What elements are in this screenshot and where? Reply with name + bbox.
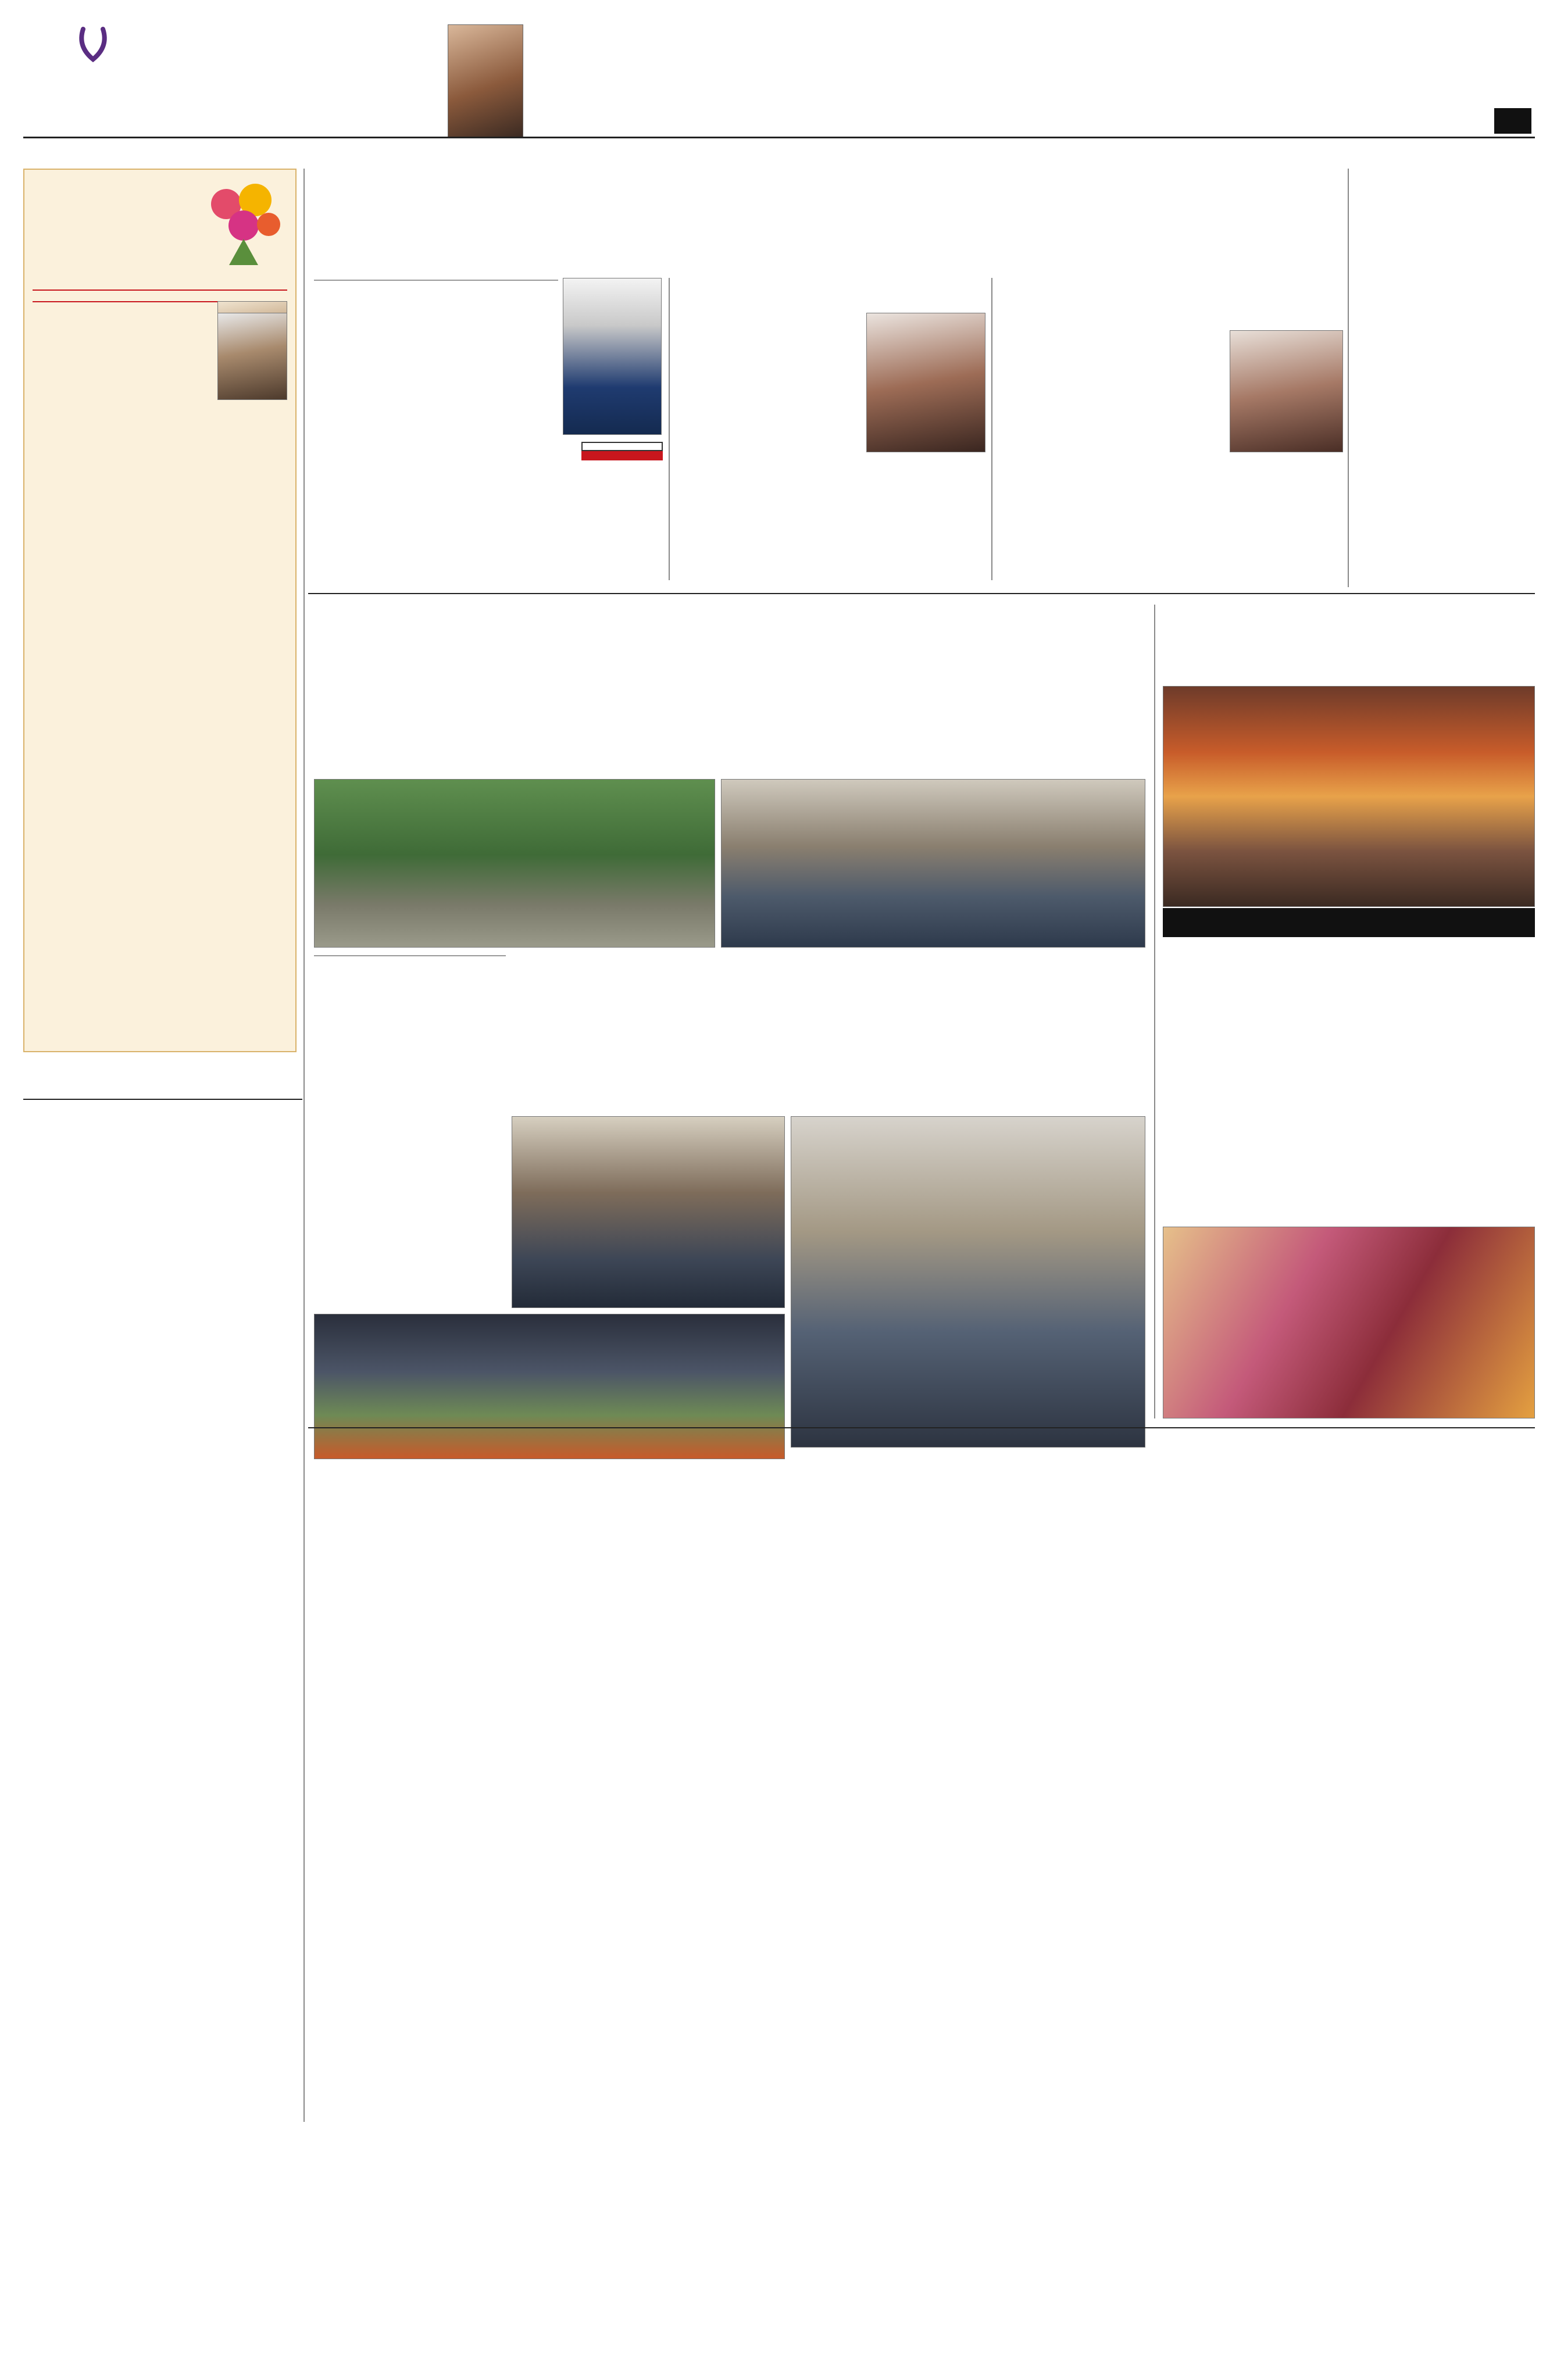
left-mid-rule (23, 1099, 302, 1100)
chandrayaan-photo-vu (314, 1314, 785, 1459)
actress-photo (448, 24, 523, 138)
doctor-box-1 (674, 278, 988, 586)
interview-badge (581, 442, 663, 517)
lead-bottom-rule (308, 593, 1535, 594)
doctor-box-2-body (997, 322, 1224, 584)
chandrayaan-photo-medical (512, 1116, 785, 1308)
brand-title (866, 12, 1552, 110)
kinnar-body (1163, 1424, 1535, 1651)
right-col-rule-mid (1154, 605, 1155, 1418)
doctor-box-1-body (674, 305, 860, 584)
lower-band-rule (308, 1427, 1535, 1428)
chandrayaan-photo-hall-1 (721, 779, 1145, 948)
chandrayaan-body (314, 994, 715, 1110)
chandrayaan-caption-1 (721, 953, 1145, 1110)
doctor-box-2 (997, 278, 1346, 586)
kinnar-photo (1163, 1227, 1535, 1418)
lead-col-rule-2 (991, 278, 992, 580)
horseshoe-icon (73, 23, 113, 64)
lead-col-rule (669, 278, 670, 580)
quote-box (448, 24, 843, 141)
birthday-title (33, 178, 287, 283)
lead-body (314, 326, 555, 593)
chandrayaan-photo-mahakoshal (791, 1116, 1145, 1448)
left-col-rule (303, 169, 305, 2122)
chandrayaan-caption-2 (314, 1116, 506, 1308)
lead-byline (314, 278, 558, 284)
chandrayaan-photo-group (314, 779, 715, 948)
masthead (0, 0, 1557, 134)
chandrayaan-byline (314, 953, 506, 960)
drugs-body (1355, 233, 1535, 593)
mayor-photo (1163, 686, 1535, 907)
page-number (1494, 108, 1531, 134)
flower-bouquet-icon (200, 178, 287, 271)
interview-badge-brand (581, 442, 663, 451)
right-col-rule-top (1348, 169, 1349, 587)
party-body (26, 1168, 297, 1750)
temple-theft-body (26, 1779, 297, 2081)
peoples-group-logo (23, 23, 163, 134)
lead-doctor-photo (563, 278, 662, 435)
masthead-rule (23, 137, 1535, 138)
chandrayaan-caption-3 (314, 1465, 785, 1651)
brand-small-block (192, 47, 413, 50)
interview-badge-label (581, 451, 663, 460)
person1-name (33, 287, 287, 291)
birthday-panel (23, 169, 297, 1052)
person2-photo (217, 313, 287, 400)
doctor-box-2-photo (1230, 330, 1343, 452)
chandrayaan-caption-4 (791, 1453, 1145, 1651)
mayor-body (1163, 943, 1535, 1193)
doctor-box-1-photo (866, 313, 985, 452)
mayor-photo-caption (1163, 908, 1535, 937)
